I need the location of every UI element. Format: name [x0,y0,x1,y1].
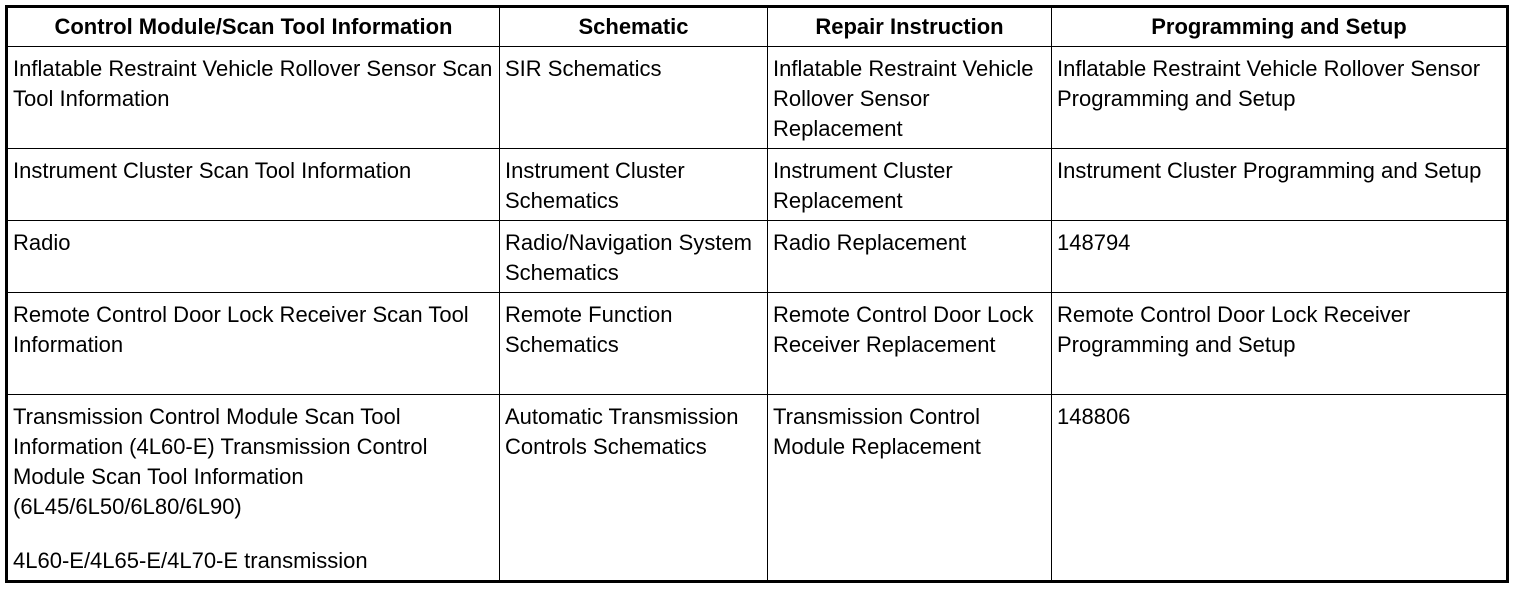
cell-programming[interactable]: 148794 [1052,221,1508,293]
header-row [7,7,1508,47]
header-programming: Programming and Setup [1052,7,1508,47]
cell-repair[interactable]: Transmission Control Module Replacement [768,395,1052,582]
cell-schematic[interactable]: Remote Function Schematics [500,293,768,395]
cell-module: Inflatable Restraint Vehicle Rollover Sensor Scan Tool Information [7,47,500,149]
cell-module: Radio [7,221,500,293]
header-schematic: Schematic [500,7,768,47]
cell-module [7,395,500,582]
header-module: Control Module/Scan Tool Information [7,7,500,47]
cell-programming[interactable]: Instrument Cluster Programming and Setup [1052,149,1508,221]
cell-programming[interactable]: 148806 [1052,395,1508,582]
table-row [7,47,1508,149]
header-repair: Repair Instruction [768,7,1052,47]
table-row [7,221,1508,293]
cell-schematic[interactable]: SIR Schematics [500,47,768,149]
cell-repair[interactable]: Instrument Cluster Replacement [768,149,1052,221]
cell-repair[interactable]: Inflatable Restraint Vehicle Rollover Sensor Replacement [768,47,1052,149]
cell-repair[interactable]: Remote Control Door Lock Receiver Replacement [768,293,1052,395]
cell-schematic[interactable]: Automatic Transmission Controls Schematics [500,395,768,582]
cell-module: Remote Control Door Lock Receiver Scan Tool Information [7,293,500,395]
reference-table [5,5,1509,583]
cell-schematic[interactable]: Radio/Navigation System Schematics [500,221,768,293]
cell-module-note: 4L60-E/4L65-E/4L70-E transmission [13,548,368,573]
table-row [7,395,1508,582]
cell-repair[interactable]: Radio Replacement [768,221,1052,293]
cell-programming[interactable]: Inflatable Restraint Vehicle Rollover Sensor Programming and Setup [1052,47,1508,149]
cell-programming[interactable]: Remote Control Door Lock Receiver Programming and Setup [1052,293,1508,395]
cell-module: Instrument Cluster Scan Tool Information [7,149,500,221]
table-row [7,149,1508,221]
cell-module-text: Transmission Control Module Scan Tool Information (4L60-E) Transmission Control Module Scan Tool Information (6L45/6L50/6L80/6L90) [13,404,428,519]
table-row [7,293,1508,395]
cell-schematic[interactable]: Instrument Cluster Schematics [500,149,768,221]
